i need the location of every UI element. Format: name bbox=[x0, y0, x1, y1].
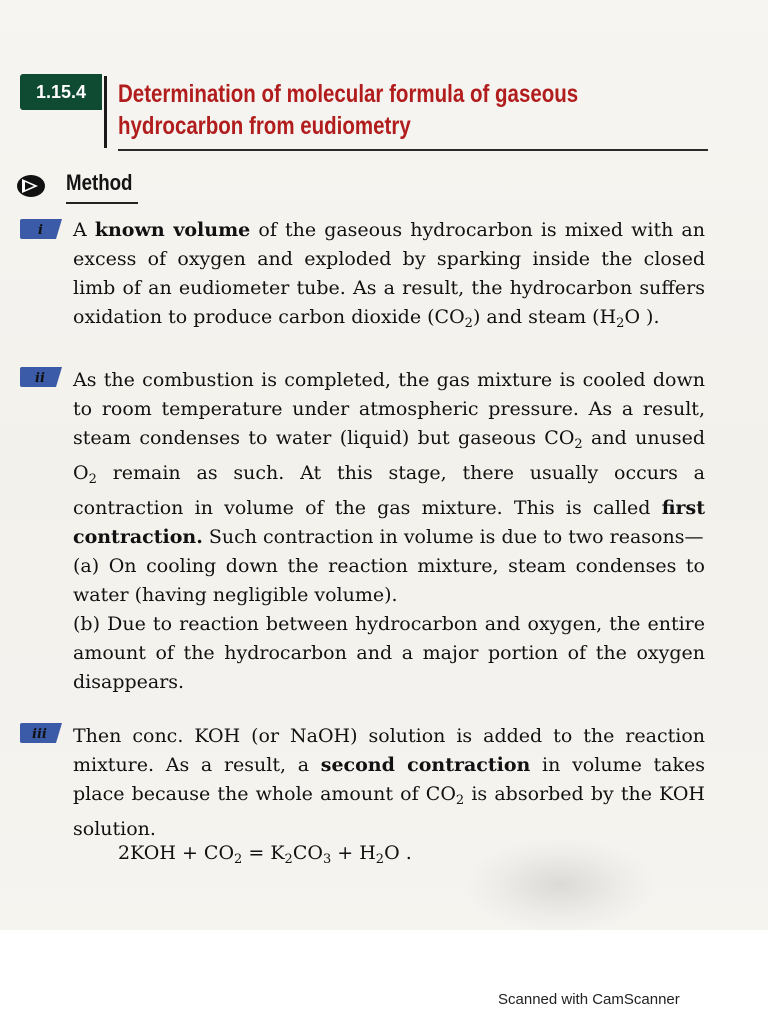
play-circle-icon bbox=[16, 174, 46, 198]
camscanner-watermark: Scanned with CamScanner bbox=[498, 991, 680, 1008]
method-heading: Method bbox=[66, 170, 133, 195]
step-i-text bbox=[73, 216, 705, 338]
step-i-paragraph: A known volume of the gaseous hydrocarbon is mixed with an excess of oxygen and exploded by sparking inside the closed limb of an eudiometer tube. As a result, the hydrocarbon suffers oxidation to produce carbon dioxide $(CO_2)$ and steam ($H_2O$ ). bbox=[73, 219, 705, 331]
scan-bottom-margin bbox=[0, 930, 768, 1024]
step-iii-marker-label: iii bbox=[32, 727, 47, 742]
section-divider bbox=[104, 76, 107, 148]
step-iii-text bbox=[73, 722, 705, 844]
step-i-marker-label: i bbox=[38, 223, 43, 238]
reason-a: (a) On cooling down the reaction mixture, steam condenses to water (having negligible volume). bbox=[73, 555, 705, 606]
reaction-equation: $2KOH + CO_2 = K_2CO_3 + H_2O$ . bbox=[118, 842, 412, 867]
section-title: Determination of molecular formula of gaseous hydrocarbon from eudiometry bbox=[118, 80, 579, 140]
step-ii-paragraph: As the combustion is completed, the gas mixture is cooled down to room temperature under atmospheric pressure. As a result, steam condenses to water (liquid) but gaseous $CO_2$ and unused $O_2$ remain as such. At this stage, there usually occurs a contraction in volume of the gas mixture. This is called first contraction. Such contraction in volume is due to two reasons— bbox=[73, 369, 705, 548]
reason-b: (b) Due to reaction between hydrocarbon and oxygen, the entire amount of the hydrocarbon and a major portion of the oxygen disappears. bbox=[73, 613, 705, 693]
scan-smudge bbox=[470, 840, 650, 930]
step-iii-paragraph: Then conc. KOH (or NaOH) solution is added to the reaction mixture. As a result, a second contraction in volume takes place because the whole amount of $CO_2$ is absorbed by the KOH solution. bbox=[73, 725, 706, 840]
method-underline bbox=[66, 202, 138, 204]
section-underline bbox=[118, 149, 708, 151]
step-ii-text bbox=[73, 366, 705, 697]
section-number-badge: 1.15.4 bbox=[20, 74, 102, 110]
step-iii-marker-icon bbox=[18, 722, 64, 744]
step-ii-marker-icon bbox=[18, 366, 64, 388]
step-ii-marker-label: ii bbox=[35, 371, 45, 386]
step-i-marker-icon bbox=[18, 218, 64, 240]
